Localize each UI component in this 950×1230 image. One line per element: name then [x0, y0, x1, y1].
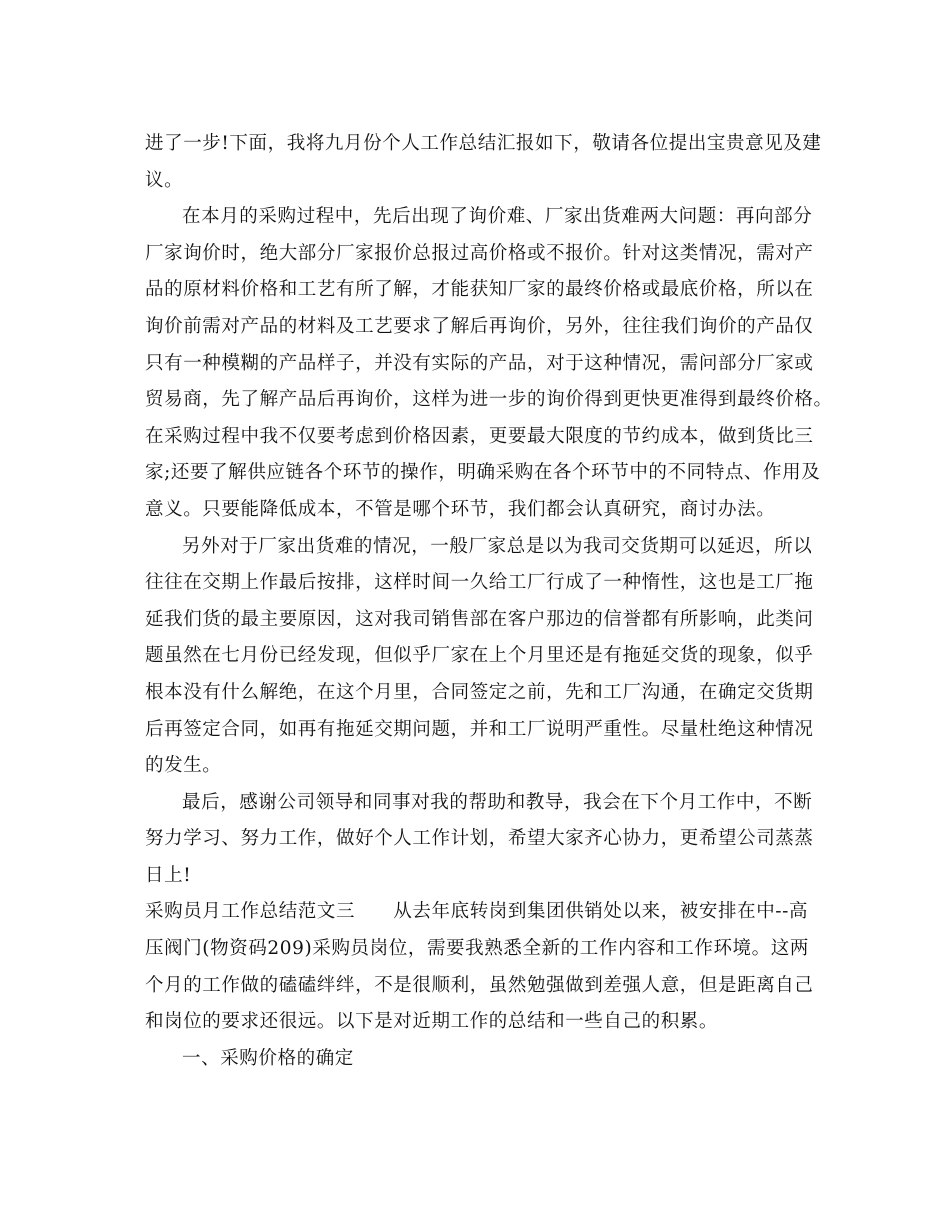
text-line: 日上!: [145, 864, 192, 886]
text-line: 后再签定合同，如再有拖延交期问题，并和工厂说明严重性。尽量杜绝这种情况: [145, 718, 814, 740]
text-line: 只有一种模糊的产品样子，并没有实际的产品，对于这种情况，需问部分厂家或: [145, 352, 814, 374]
text-line: 延我们货的最主要原因，这对我司销售部在客户那边的信誉都有所影响，此类问: [145, 608, 814, 630]
text-line: 最后，感谢公司领导和同事对我的帮助和教导，我会在下个月工作中，不断: [182, 791, 813, 813]
document-body: [145, 126, 833, 1077]
text-line: 询价前需对产品的材料及工艺要求了解后再询价，另外，往往我们询价的产品仅: [145, 315, 814, 337]
section-heading: 一、采购价格的确定: [182, 1047, 354, 1069]
text-line: 根本没有什么解绝，在这个月里，合同签定之前，先和工厂沟通，在确定交货期: [145, 681, 814, 703]
text-line: 个月的工作做的磕磕绊绊，不是很顺利，虽然勉强做到差强人意，但是距离自己: [145, 974, 814, 996]
text-line: 品的原材料价格和工艺有所了解，才能获知厂家的最终价格或最底价格，所以在: [145, 279, 814, 301]
text-line: 另外对于厂家出货难的情况，一般厂家总是以为我司交货期可以延迟，所以: [182, 535, 813, 557]
section-title-line: 采购员月工作总结范文三 从去年底转岗到集团供销处以来，被安排在中--高: [145, 901, 809, 923]
text-line: 厂家询价时，绝大部分厂家报价总报过高价格或不报价。针对这类情况，需对产: [145, 242, 814, 264]
text-line: 的发生。: [145, 755, 222, 777]
text-line: 努力学习、努力工作，做好个人工作计划，希望大家齐心协力，更希望公司蒸蒸: [145, 828, 814, 850]
text-line: 意义。只要能降低成本，不管是哪个环节，我们都会认真研究，商讨办法。: [145, 498, 776, 520]
text-line: 压阀门(物资码209)采购员岗位，需要我熟悉全新的工作内容和工作环境。这两: [145, 938, 809, 960]
text-line: 进了一步!下面，我将九月份个人工作总结汇报如下，敬请各位提出宝贵意见及建: [145, 133, 822, 154]
text-line: 在本月的采购过程中，先后出现了询价难、厂家出货难两大问题：再向部分: [182, 206, 813, 228]
text-line: 和岗位的要求还很远。以下是对近期工作的总结和一些自己的积累。: [145, 1011, 719, 1033]
text-line: 贸易商，先了解产品后再询价，这样为进一步的询价得到更快更准得到最终价格。: [145, 389, 833, 411]
text-line: 往往在交期上作最后按排，这样时间一久给工厂行成了一种惰性，这也是工厂拖: [145, 572, 814, 594]
text-line: 家;还要了解供应链各个环节的操作，明确采购在各个环节中的不同特点、作用及: [145, 462, 821, 484]
text-line: 题虽然在七月份已经发现，但似乎厂家在上个月里还是有拖延交货的现象，似乎: [145, 645, 814, 667]
text-line: 在采购过程中我不仅要考虑到价格因素，更要最大限度的节约成本，做到货比三: [145, 425, 814, 447]
text-line: 议。: [145, 169, 184, 191]
